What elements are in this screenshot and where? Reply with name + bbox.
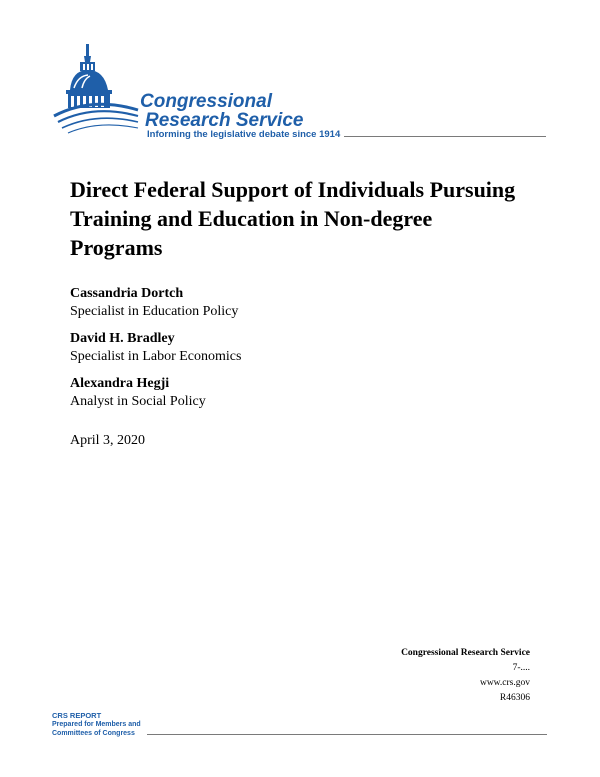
footer-line1: CRS REPORT [52,711,102,720]
report-title: Direct Federal Support of Individuals Pursuing Training and Education in Non-degree Programs [70,177,516,260]
crs-logo [52,42,552,147]
capitol-dome-icon [52,42,142,142]
footer-line3: Committees of Congress [52,730,135,737]
footer-line2: Prepared for Members and [52,721,141,728]
brand-name-line2: Research Service [145,110,304,131]
tagline-divider [344,136,546,137]
brand-name-line1: Congressional [140,91,272,112]
report-number: R46306 [499,693,530,703]
author-role: Specialist in Labor Economics [70,349,242,364]
author-name: David H. Bradley [70,331,175,346]
author-list [70,285,470,420]
publisher-name: Congressional Research Service [401,648,530,658]
author-name: Alexandra Hegji [70,376,170,391]
brand-tagline: Informing the legislative debate since 1914 [147,129,341,140]
publisher-code: 7-.... [512,663,530,673]
author-role: Specialist in Education Policy [70,304,239,319]
footer-divider [147,734,547,735]
publisher-block [401,646,530,706]
author-entry [70,330,470,366]
report-date: April 3, 2020 [70,433,146,448]
author-name: Cassandria Dortch [70,286,184,301]
author-entry [70,285,470,321]
author-role: Analyst in Social Policy [70,394,206,409]
footer-label [52,711,141,738]
author-entry [70,375,470,411]
publisher-website: www.crs.gov [479,678,530,688]
